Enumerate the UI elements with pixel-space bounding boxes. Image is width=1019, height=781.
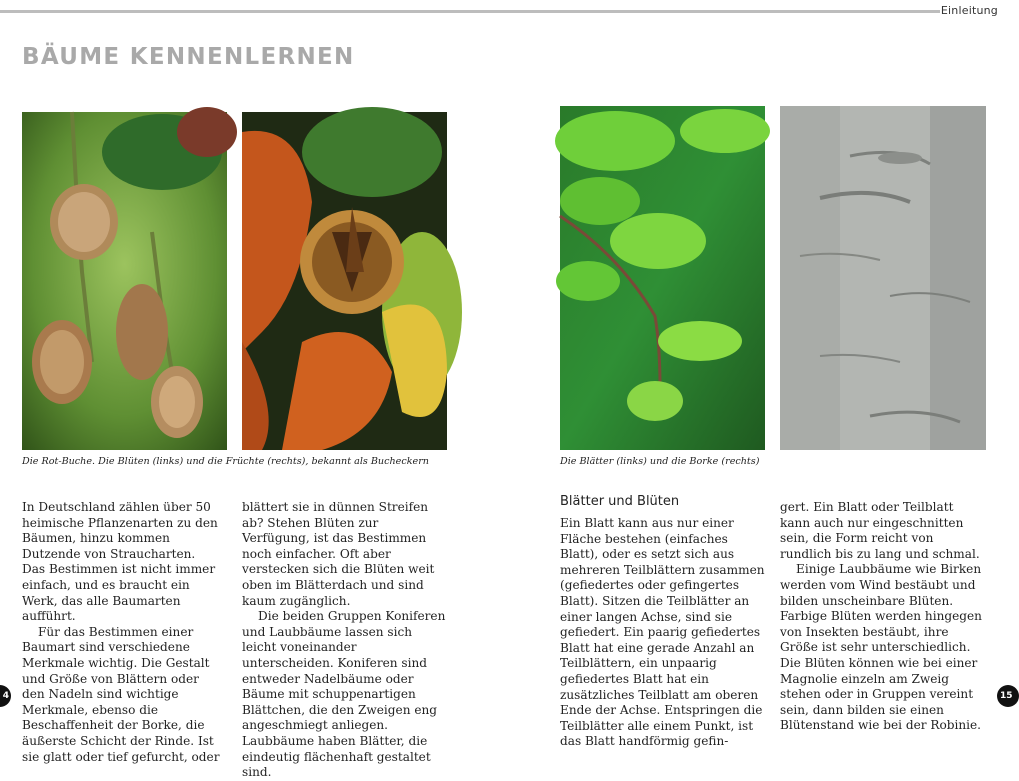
paragraph: blättert sie in dünnen Streifen ab? Stehen Blüten zur Verfügung, ist das Bestimmen noch einfacher. Oft aber verstecken sich die Blüten weit oben im Blätterdach und sind kaum zugänglich. [242,500,435,608]
page-number-left: 4 [0,685,11,707]
text-column-3 [560,516,765,750]
paragraph: In Deutschland zählen über 50 heimische Pflanzenarten zu den Bäumen, hinzu kommen Dutzende von Straucharten. Das Bestimmen ist nicht immer einfach, und es braucht ein Werk, das alle Baumarten aufführt. [22,500,218,624]
header-rule [0,10,940,13]
caption-right: Die Blätter (links) und die Borke (rechts) [560,456,760,467]
text-column-2 [242,500,447,781]
page-title: BÄUME KENNENLERNEN [22,44,355,70]
photo-beech-nuts [242,112,447,450]
caption-left: Die Rot-Buche. Die Blüten (links) und die Früchte (rechts), bekannt als Bucheckern [22,456,429,467]
section-label: Einleitung [940,4,998,17]
paragraph: gert. Ein Blatt oder Teilblatt kann auch nur eingeschnitten sein, die Form reicht von rundlich bis zu lang und schmal. [780,500,980,561]
photo-beech-flowers [22,112,227,450]
text-column-1 [22,500,220,765]
text-column-4 [780,500,986,734]
photo-beech-bark [780,106,986,450]
subheading: Blätter und Blüten [560,494,680,509]
paragraph: Die beiden Gruppen Koniferen und Laubbäume lassen sich leicht voneinander unterscheiden. Koniferen sind entweder Nadelbäume oder Bäume mit schuppenartigen Blättchen, die den Zweigen eng angeschmiegt anliegen. Laubbäume haben Blätter, die eindeutig flächenhaft gestaltet sind. [242,609,446,780]
paragraph: Einige Laubbäume wie Birken werden vom Wind bestäubt und bilden unscheinbare Blüten. Farbige Blüten werden hingegen von Insekten bestäubt, ihre Größe ist sehr unterschiedlich. Die Blüten können wie bei einer Magnolie einzeln am Zweig stehen oder in Gruppen vereint sein, dann bilden sie einen Blütenstand wie bei der Robinie. [780,562,982,733]
paragraph: Für das Bestimmen einer Baumart sind verschiedene Merkmale wichtig. Die Gestalt und Größe von Blättern oder den Nadeln sind wichtige Merkmale, ebenso die Beschaffenheit der Borke, die äußerste Schicht der Rinde. Ist sie glatt oder tief gefurcht, oder [22,624,220,764]
photo-beech-leaves [560,106,765,450]
paragraph: Ein Blatt kann aus nur einer Fläche bestehen (einfaches Blatt), oder es setzt sich aus mehreren Teilblättern zusammen (gefiedertes oder gefingertes Blatt). Sitzen die Teilblätter an einer langen Achse, sind sie gefiedert. Ein paarig gefiedertes Blatt hat eine gerade Anzahl an Teilblättern, ein unpaarig gefiedertes Blatt hat ein zusätzliches Teilblatt am oberen Ende der Achse. Entspringen die Teilblätter alle einem Punkt, ist das Blatt handförmig gefin- [560,516,765,749]
page-number-right: 15 [997,685,1019,707]
